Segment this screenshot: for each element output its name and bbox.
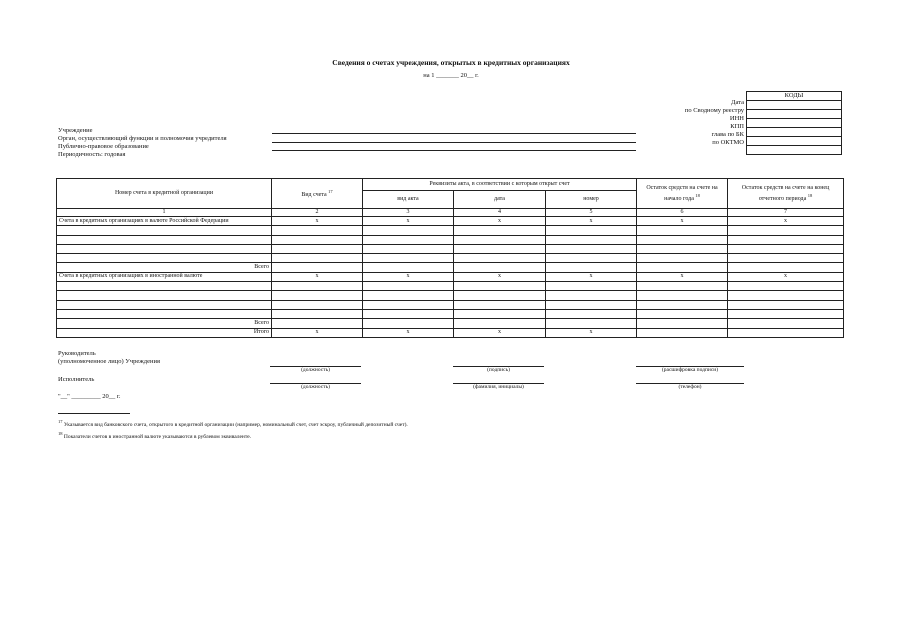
cell[interactable] (454, 226, 546, 235)
cell[interactable] (728, 282, 844, 291)
cell[interactable] (546, 235, 637, 244)
codes-label-date: Дата (731, 99, 744, 106)
table-row-grand-total (57, 328, 844, 337)
codes-header: КОДЫ (747, 92, 842, 101)
codes-label-inn: ИНН (729, 115, 744, 122)
signature-date: "__" _________ 20__ г. (58, 393, 121, 400)
section-foreign-label: Счета в кредитных организациях в иностранной валюте (57, 272, 272, 281)
footnote-18: $^{18}$ Показатели счетов в иностранной валюте указываются в рублевом эквиваленте. (58, 431, 252, 440)
founder-field-line[interactable] (272, 142, 636, 143)
column-number: 6 (637, 209, 728, 217)
cell[interactable] (454, 282, 546, 291)
signature-decoding-caption: (расшифровка подписи) (661, 367, 719, 373)
cell[interactable] (57, 291, 272, 300)
phone-caption: (телефон) (678, 384, 702, 390)
periodicity-label: Периодичность: годовая (58, 151, 126, 158)
code-cell-registry[interactable] (747, 110, 842, 119)
cell[interactable] (454, 244, 546, 253)
position-caption: (должность) (301, 367, 330, 373)
column-number: 1 (57, 209, 272, 217)
header-act-number: номер (546, 191, 637, 209)
cell[interactable] (57, 244, 272, 253)
code-cell-inn[interactable] (747, 119, 842, 128)
code-cell-date[interactable] (747, 101, 842, 110)
cell[interactable] (363, 263, 454, 272)
cell[interactable] (546, 300, 637, 309)
head-label-line2: (уполномоченное лицо) Учреждения (58, 358, 160, 365)
column-number: 4 (454, 209, 546, 217)
cell[interactable] (546, 244, 637, 253)
cell[interactable] (546, 319, 637, 328)
signature-caption: (подпись) (487, 367, 510, 373)
cell[interactable] (546, 282, 637, 291)
table-row (57, 226, 844, 235)
cell[interactable] (363, 319, 454, 328)
founder-label: Орган, осуществляющий функции и полномочия учредителя (58, 135, 227, 142)
x-mark: х (546, 328, 637, 337)
cell[interactable] (637, 235, 728, 244)
name-initials-caption: (фамилия, инициалы) (473, 384, 524, 390)
x-mark: х (637, 272, 728, 281)
header-account-type: Вид счета $^{17}$ (272, 179, 363, 209)
cell[interactable] (57, 309, 272, 318)
x-mark: х (363, 217, 454, 226)
report-date-line: на 1 _______ 20__ г. (423, 72, 479, 79)
x-mark: х (454, 217, 546, 226)
x-mark: х (272, 217, 363, 226)
table-row-total-foreign (57, 319, 844, 328)
x-mark: х (546, 217, 637, 226)
table-row (57, 300, 844, 309)
cell[interactable] (637, 244, 728, 253)
cell[interactable] (728, 300, 844, 309)
column-number: 2 (272, 209, 363, 217)
codes-labels (640, 91, 744, 147)
cell[interactable] (637, 254, 728, 263)
cell[interactable] (728, 263, 844, 272)
cell[interactable] (637, 226, 728, 235)
cell[interactable] (728, 319, 844, 328)
cell[interactable] (454, 235, 546, 244)
cell[interactable] (454, 319, 546, 328)
cell[interactable] (454, 254, 546, 263)
cell[interactable] (272, 300, 363, 309)
x-mark: х (728, 272, 844, 281)
x-mark: х (546, 272, 637, 281)
cell[interactable] (728, 309, 844, 318)
header-act-date: дата (454, 191, 546, 209)
footnote-17: $^{17}$ Указывается вид банковского счета, открытого в кредитной организации (например, номинальный счет, счет эскроу, публичный депозитный счет). (58, 419, 408, 428)
column-number: 7 (728, 209, 844, 217)
code-cell-oktmo[interactable] (747, 146, 842, 155)
x-mark: х (637, 217, 728, 226)
table-row (57, 235, 844, 244)
cell[interactable] (637, 291, 728, 300)
x-mark: х (272, 328, 363, 337)
cell[interactable] (363, 226, 454, 235)
code-cell-bk[interactable] (747, 137, 842, 146)
cell[interactable] (454, 263, 546, 272)
cell[interactable] (728, 235, 844, 244)
cell[interactable] (272, 244, 363, 253)
cell[interactable] (57, 235, 272, 244)
cell[interactable] (728, 328, 844, 337)
x-mark: х (363, 328, 454, 337)
codes-label-oktmo: по ОКТМО (712, 139, 744, 146)
cell[interactable] (728, 244, 844, 253)
head-label-line1: Руководитель (58, 350, 96, 357)
cell[interactable] (637, 263, 728, 272)
cell[interactable] (454, 291, 546, 300)
cell[interactable] (546, 309, 637, 318)
table-row-section-foreign (57, 272, 844, 281)
cell[interactable] (272, 309, 363, 318)
cell[interactable] (363, 309, 454, 318)
table-row-total-rub (57, 263, 844, 272)
total-label: Всего (57, 263, 272, 272)
codes-table (746, 91, 842, 155)
footnote-divider (58, 413, 130, 414)
institution-label: Учреждение (58, 127, 93, 134)
cell[interactable] (363, 254, 454, 263)
column-number: 5 (546, 209, 637, 217)
cell[interactable] (272, 226, 363, 235)
accounts-table (56, 178, 844, 338)
table-row (57, 291, 844, 300)
cell[interactable] (272, 319, 363, 328)
page-title: Сведения о счетах учреждения, открытых в кредитных организациях (332, 58, 570, 67)
cell[interactable] (272, 235, 363, 244)
x-mark: х (363, 272, 454, 281)
cell[interactable] (728, 226, 844, 235)
header-act-type: вид акта (363, 191, 454, 209)
cell[interactable] (546, 226, 637, 235)
cell[interactable] (728, 291, 844, 300)
cell[interactable] (57, 254, 272, 263)
institution-field-line[interactable] (272, 133, 636, 134)
cell[interactable] (637, 309, 728, 318)
header-balance-end: Остаток средств на счете на конец отчетного периода $^{18}$ (728, 179, 844, 209)
column-number: 3 (363, 209, 454, 217)
header-account-number: Номер счета в кредитной организации (57, 179, 272, 209)
cell[interactable] (363, 235, 454, 244)
cell[interactable] (57, 300, 272, 309)
cell[interactable] (454, 300, 546, 309)
table-row (57, 309, 844, 318)
table-row (57, 282, 844, 291)
header-balance-start: Остаток средств на счете на начало года $^{18}$ (637, 179, 728, 209)
cell[interactable] (57, 282, 272, 291)
grand-total-label: Итого (57, 328, 272, 337)
table-row-section-rub (57, 217, 844, 226)
position2-caption: (должность) (301, 384, 330, 390)
code-cell-kpp[interactable] (747, 128, 842, 137)
table-row (57, 244, 844, 253)
table-row (57, 254, 844, 263)
x-mark: х (728, 217, 844, 226)
cell[interactable] (57, 226, 272, 235)
cell[interactable] (637, 319, 728, 328)
total-label: Всего (57, 319, 272, 328)
x-mark: х (454, 328, 546, 337)
cell[interactable] (272, 254, 363, 263)
cell[interactable] (546, 254, 637, 263)
cell[interactable] (637, 328, 728, 337)
x-mark: х (272, 272, 363, 281)
cell[interactable] (363, 282, 454, 291)
cell[interactable] (363, 291, 454, 300)
codes-label-bk: глава по БК (711, 131, 744, 138)
codes-label-registry: по Сводному реестру (684, 107, 744, 114)
cell[interactable] (272, 291, 363, 300)
codes-label-kpp: КПП (730, 123, 744, 130)
cell[interactable] (546, 263, 637, 272)
cell[interactable] (454, 309, 546, 318)
cell[interactable] (546, 291, 637, 300)
cell[interactable] (272, 263, 363, 272)
public-entity-label: Публично-правовое образование (58, 143, 149, 150)
cell[interactable] (272, 282, 363, 291)
executor-label: Исполнитель (58, 376, 95, 383)
public-entity-field-line[interactable] (272, 150, 636, 151)
header-act-group: Реквизиты акта, в соответствии с которым открыт счет (363, 179, 637, 191)
cell[interactable] (363, 300, 454, 309)
cell[interactable] (363, 244, 454, 253)
cell[interactable] (728, 254, 844, 263)
x-mark: х (454, 272, 546, 281)
cell[interactable] (637, 282, 728, 291)
cell[interactable] (637, 300, 728, 309)
section-rub-label: Счета в кредитных организациях в валюте Российской Федерации (57, 217, 272, 226)
